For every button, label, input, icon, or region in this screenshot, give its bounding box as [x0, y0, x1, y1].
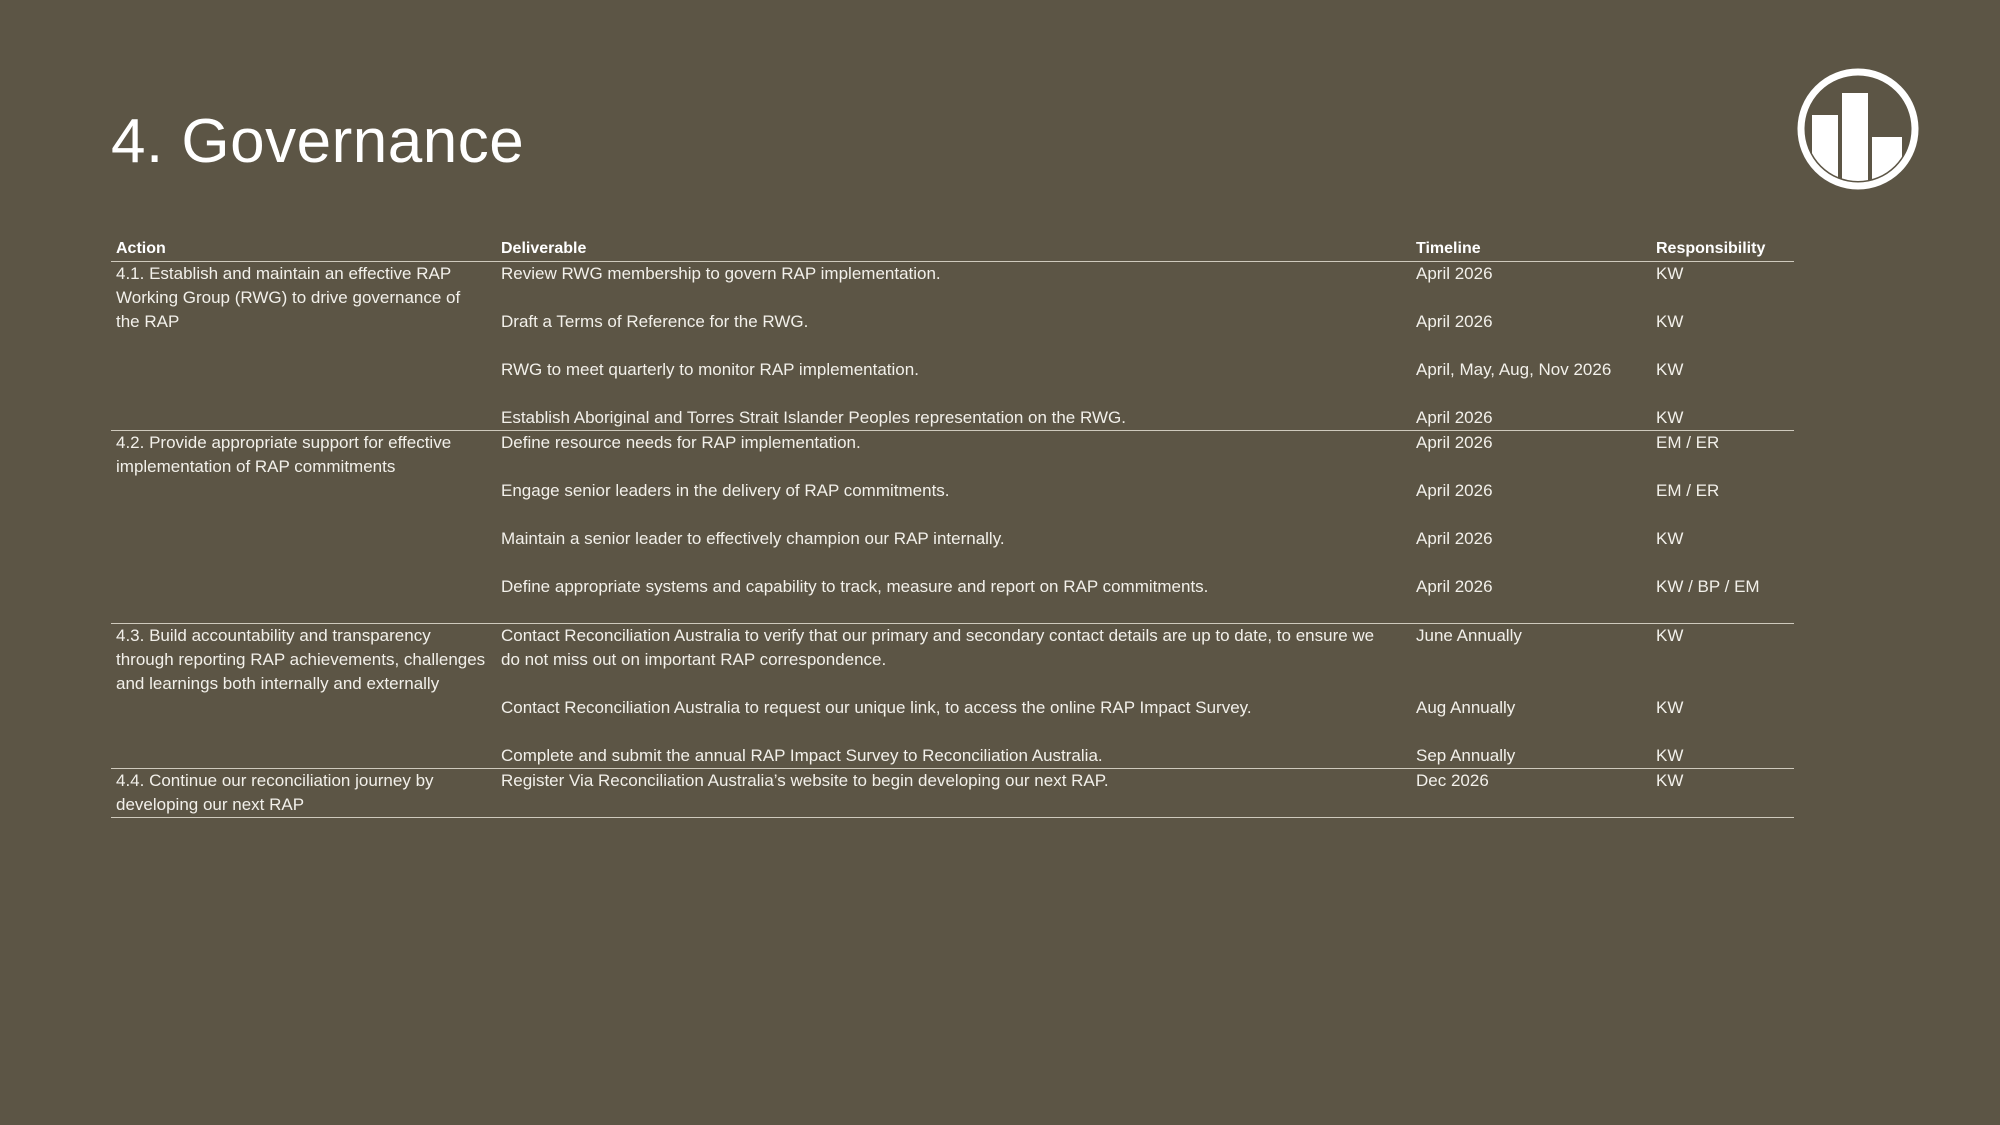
deliverable-cell: Establish Aboriginal and Torres Strait Islander Peoples representation on the RWG. [501, 408, 1126, 427]
table-header-row [111, 237, 1794, 262]
action-group-4-2 [111, 431, 1794, 624]
deliverable-cell: Review RWG membership to govern RAP implementation. [501, 264, 941, 283]
table-row [496, 310, 1794, 358]
deliverable-cell: Define appropriate systems and capability to track, measure and report on RAP commitments. [501, 577, 1209, 596]
header-timeline: Timeline [1416, 240, 1481, 257]
deliverable-cell: Register Via Reconciliation Australia’s website to begin developing our next RAP. [501, 771, 1109, 790]
header-action: Action [116, 240, 166, 257]
responsibility-cell: KW [1656, 626, 1684, 645]
header-responsibility: Responsibility [1656, 240, 1766, 257]
deliverable-cell: Maintain a senior leader to effectively champion our RAP internally. [501, 529, 1005, 548]
responsibility-cell: KW / BP / EM [1656, 577, 1760, 596]
deliverable-cell: Draft a Terms of Reference for the RWG. [501, 312, 809, 331]
governance-table [111, 237, 1794, 818]
timeline-cell: Dec 2026 [1416, 771, 1489, 790]
table-row [496, 624, 1794, 696]
table-row [496, 431, 1794, 479]
table-row [496, 769, 1794, 817]
action-cell: 4.2. Provide appropriate support for effective implementation of RAP commitments [116, 433, 452, 476]
timeline-cell: April 2026 [1416, 433, 1493, 452]
table-row [496, 527, 1794, 575]
table-row [496, 262, 1794, 310]
deliverable-cell: Define resource needs for RAP implementation. [501, 433, 861, 452]
table-row [496, 406, 1794, 430]
responsibility-cell: KW [1656, 746, 1684, 765]
action-group-4-4 [111, 769, 1794, 818]
deliverable-cell: Contact Reconciliation Australia to request our unique link, to access the online RAP Impact Survey. [501, 698, 1252, 717]
timeline-cell: April 2026 [1416, 408, 1493, 427]
action-cell: 4.3. Build accountability and transparency through reporting RAP achievements, challenges and learnings both internally and externally [116, 626, 486, 693]
table-row [496, 479, 1794, 527]
table-row [496, 744, 1794, 768]
responsibility-cell: KW [1656, 698, 1684, 717]
responsibility-cell: KW [1656, 529, 1684, 548]
timeline-cell: Sep Annually [1416, 746, 1516, 765]
table-row [496, 696, 1794, 744]
action-group-4-3 [111, 624, 1794, 769]
timeline-cell: April, May, Aug, Nov 2026 [1416, 360, 1612, 379]
deliverable-cell: Engage senior leaders in the delivery of RAP commitments. [501, 481, 950, 500]
deliverable-cell: Contact Reconciliation Australia to verify that our primary and secondary contact details are up to date, to ensure we do not miss out on important RAP correspondence. [501, 626, 1375, 669]
timeline-cell: April 2026 [1416, 312, 1493, 331]
action-cell: 4.4. Continue our reconciliation journey by developing our next RAP [116, 771, 434, 814]
responsibility-cell: KW [1656, 771, 1684, 790]
table-row [496, 575, 1794, 623]
timeline-cell: April 2026 [1416, 577, 1493, 596]
action-cell: 4.1. Establish and maintain an effective RAP Working Group (RWG) to drive governance of the RAP [116, 264, 461, 331]
responsibility-cell: EM / ER [1656, 433, 1720, 452]
responsibility-cell: EM / ER [1656, 481, 1720, 500]
page-title: 4. Governance [111, 107, 525, 176]
deliverable-cell: Complete and submit the annual RAP Impact Survey to Reconciliation Australia. [501, 746, 1103, 765]
timeline-cell: April 2026 [1416, 264, 1493, 283]
responsibility-cell: KW [1656, 312, 1684, 331]
action-group-4-1 [111, 262, 1794, 431]
timeline-cell: April 2026 [1416, 481, 1493, 500]
responsibility-cell: KW [1656, 408, 1684, 427]
header-deliverable: Deliverable [501, 240, 587, 257]
timeline-cell: April 2026 [1416, 529, 1493, 548]
bar-chart-circle-logo-icon [1796, 67, 1920, 191]
deliverable-cell: RWG to meet quarterly to monitor RAP implementation. [501, 360, 919, 379]
table-row [496, 358, 1794, 406]
responsibility-cell: KW [1656, 360, 1684, 379]
timeline-cell: Aug Annually [1416, 698, 1516, 717]
timeline-cell: June Annually [1416, 626, 1522, 645]
responsibility-cell: KW [1656, 264, 1684, 283]
